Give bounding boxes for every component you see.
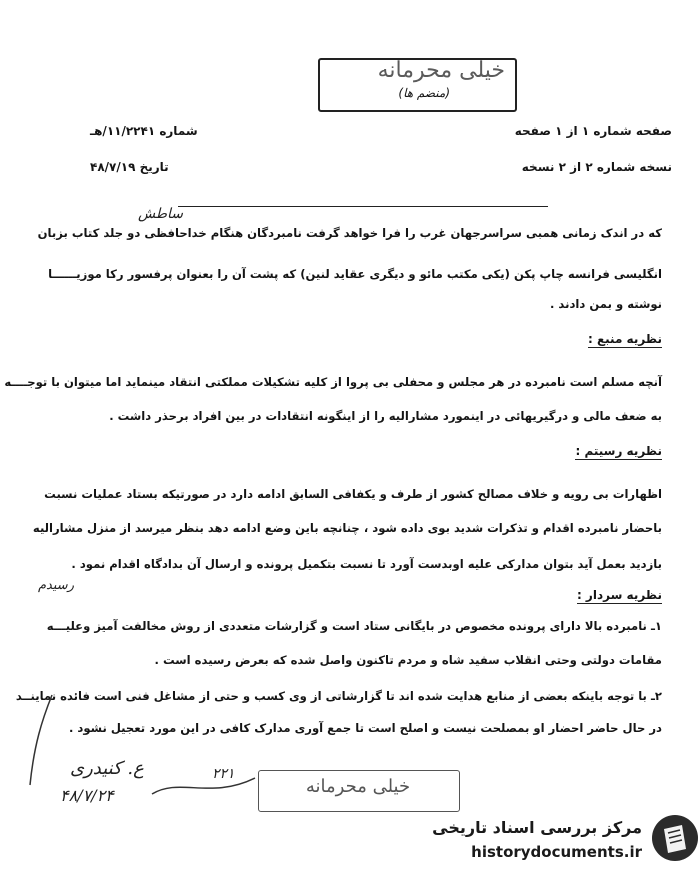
text-line: در حال حاضر احضار او بمصلحت نیست و اصلح است تا جمع آوری مدارک کافی در این مورد تعجیل نشود . <box>68 721 662 735</box>
signature-date: ۴۸/۷/۲۴ <box>60 786 114 805</box>
header-divider <box>178 206 548 207</box>
handwritten-header-note: ساطش <box>138 206 183 222</box>
text-line: ۱ـ نامبرده بالا دارای پرونده مخصوص در بایگانی ستاد است و گزارشات متعددی از روش مخالفت آمیز وعلیـــه <box>46 619 662 633</box>
text-line: باحضار نامبرده اقدام و تذکرات شدید بوی داده شود ، چنانچه باین وضع ادامه دهد بنظر میرسد از منزل مشارالیه <box>32 521 662 535</box>
text-line: بازدید بعمل آید بتوان مدارکی علیه اوبدست آورد تا نسبت بتکمیل پرونده و ارسال آن بدادگاه اقدام نمود . <box>71 557 662 571</box>
handwritten-mark: رسیدم <box>38 578 74 593</box>
section-title-commander: نظریه سردار : <box>576 588 662 602</box>
archive-logo-icon <box>652 815 698 861</box>
text-line: اظهارات بی رویه و خلاف مصالح کشور از طرف و یکفافی السابق ادامه دارد در صورتیکه بستاد عملیات نسبت <box>44 487 662 501</box>
top-stamp-subtext: (منضم ها) <box>398 86 450 100</box>
bottom-stamp-number: ۲۲۱ <box>212 766 235 782</box>
document-date: تاریخ ۴۸/۷/۱۹ <box>90 160 169 174</box>
text-line: آنچه مسلم است نامبرده در هر مجلس و محفلی بی پروا از کلیه تشکیلات مملکتی انتقاد مینماید اما میتوان با توجــــه <box>4 375 662 389</box>
text-line: انگلیسی فرانسه چاپ پکن (یکی مکتب مائو و دیگری عقاید لنین) که پشت آن را بعنوان پرفسور رکا موزیــــــا <box>48 267 662 281</box>
signature: ع. کنیدری <box>70 758 144 779</box>
signature-stroke-icon <box>150 772 260 802</box>
section-title-source: نظریه منبع : <box>587 332 662 346</box>
document-number: شماره ۱۱/۲۲۴۱/هـ <box>90 124 198 138</box>
section-title-rasitem: نظریه رسیتم : <box>575 444 662 458</box>
copy-number-label: نسخه شماره ۲ از ۲ نسخه <box>521 160 672 174</box>
watermark-url: historydocuments.ir <box>471 843 642 861</box>
text-line: نوشته و بمن دادند . <box>549 297 662 311</box>
text-line: مقامات دولتی وحتی انقلاب سفید شاه و مردم تاکنون واصل شده که بعرض رسیده است . <box>154 653 662 667</box>
text-line: که در اندک زمانی همبی سراسرجهان غرب را فرا خواهد گرفت نامبردگان هنگام خداحافظی دو جلد کتاب بزبان <box>37 226 662 240</box>
margin-scribble-icon <box>22 690 62 790</box>
text-line: به ضعف مالی و درگیریهائی در اینمورد مشارالیه را از اینگونه انتقادات در بین افراد برحذر داشت . <box>109 409 662 423</box>
watermark-title: مرکز بررسی اسناد تاریخی <box>432 818 642 837</box>
text-line: ۲ـ با توجه باینکه بعضی از منابع هدایت شده اند تا گزارشاتی از وی کسب و حتی از مشاغل فنی است فائده نماینــد <box>15 689 662 703</box>
top-stamp-text: خیلی محرمانه <box>377 58 505 83</box>
bottom-stamp-text: خیلی محرمانه <box>305 776 411 797</box>
page-number-label: صفحه شماره ۱ از ۱ صفحه <box>514 124 672 138</box>
